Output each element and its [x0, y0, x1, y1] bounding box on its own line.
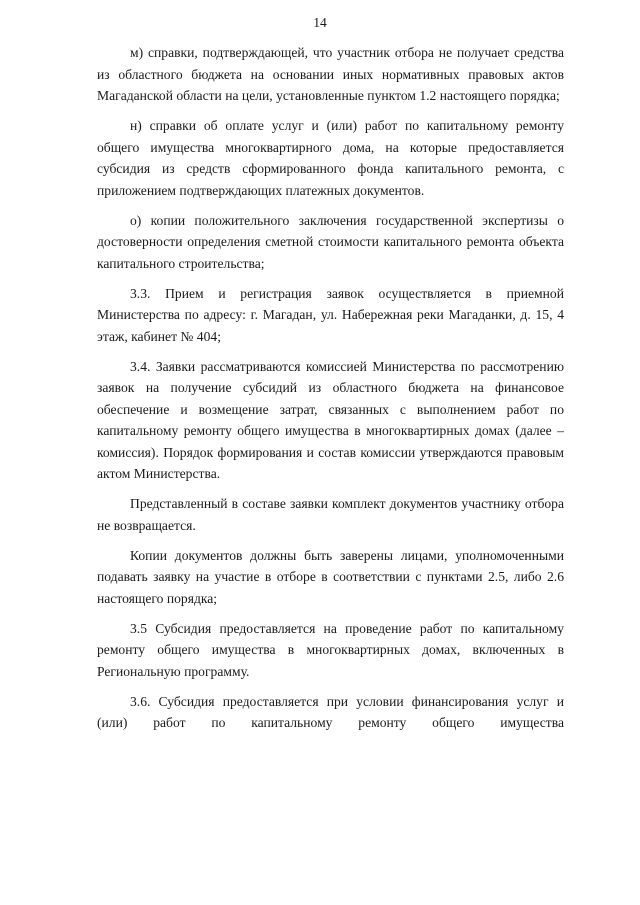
paragraph-3-3: 3.3. Прием и регистрация заявок осуществляется в приемной Министерства по адресу: г. Магадан, ул. Набережная реки Магаданки, д. 15, 4 этаж, кабинет № 404;: [97, 285, 564, 344]
paragraph-documents-not-returned: Представленный в составе заявки комплект документов участнику отбора не возвращается.: [97, 496, 564, 533]
paragraph-copies-certified: Копии документов должны быть заверены лицами, уполномоченными подавать заявку на участие в отборе в соответствии с пунктами 2.5, либо 2.6 настоящего порядка;: [97, 547, 564, 606]
page-number: 14: [313, 15, 327, 30]
paragraph-3-5: 3.5 Субсидия предоставляется на проведение работ по капитальному ремонту общего имущества в многоквартирных домах, включенных в Региональную программу.: [97, 620, 564, 679]
paragraph-o: о) копии положительного заключения государственной экспертизы о достоверности определения сметной стоимости капитального ремонта объекта капитального строительства;: [97, 212, 564, 271]
paragraph-3-4: 3.4. Заявки рассматриваются комиссией Министерства по рассмотрению заявок на получение субсидий из областного бюджета на финансовое обеспечение и возмещение затрат, связанных с выполнением работ по капитальному ремонту общего имущества в многоквартирных домах (далее – комиссия). Порядок формирования и состав комиссии утверждаются правовым актом Министерства.: [97, 358, 564, 481]
paragraph-m: м) справки, подтверждающей, что участник отбора не получает средства из областного бюджета на основании иных нормативных правовых актов Магаданской области на цели, установленные пунктом 1.2 настоящего порядка;: [97, 45, 564, 103]
paragraph-3-6: 3.6. Субсидия предоставляется при условии финансирования услуг и (или) работ по капитальному ремонту общего имущества: [97, 693, 564, 730]
paragraph-n: н) справки об оплате услуг и (или) работ по капитальному ремонту общего имущества многоквартирного дома, на которые предоставляется субсидия из средств сформированного фонда капитального ремонта, с приложением подтверждающих платежных документов.: [97, 118, 564, 198]
document-body: [97, 42, 564, 734]
